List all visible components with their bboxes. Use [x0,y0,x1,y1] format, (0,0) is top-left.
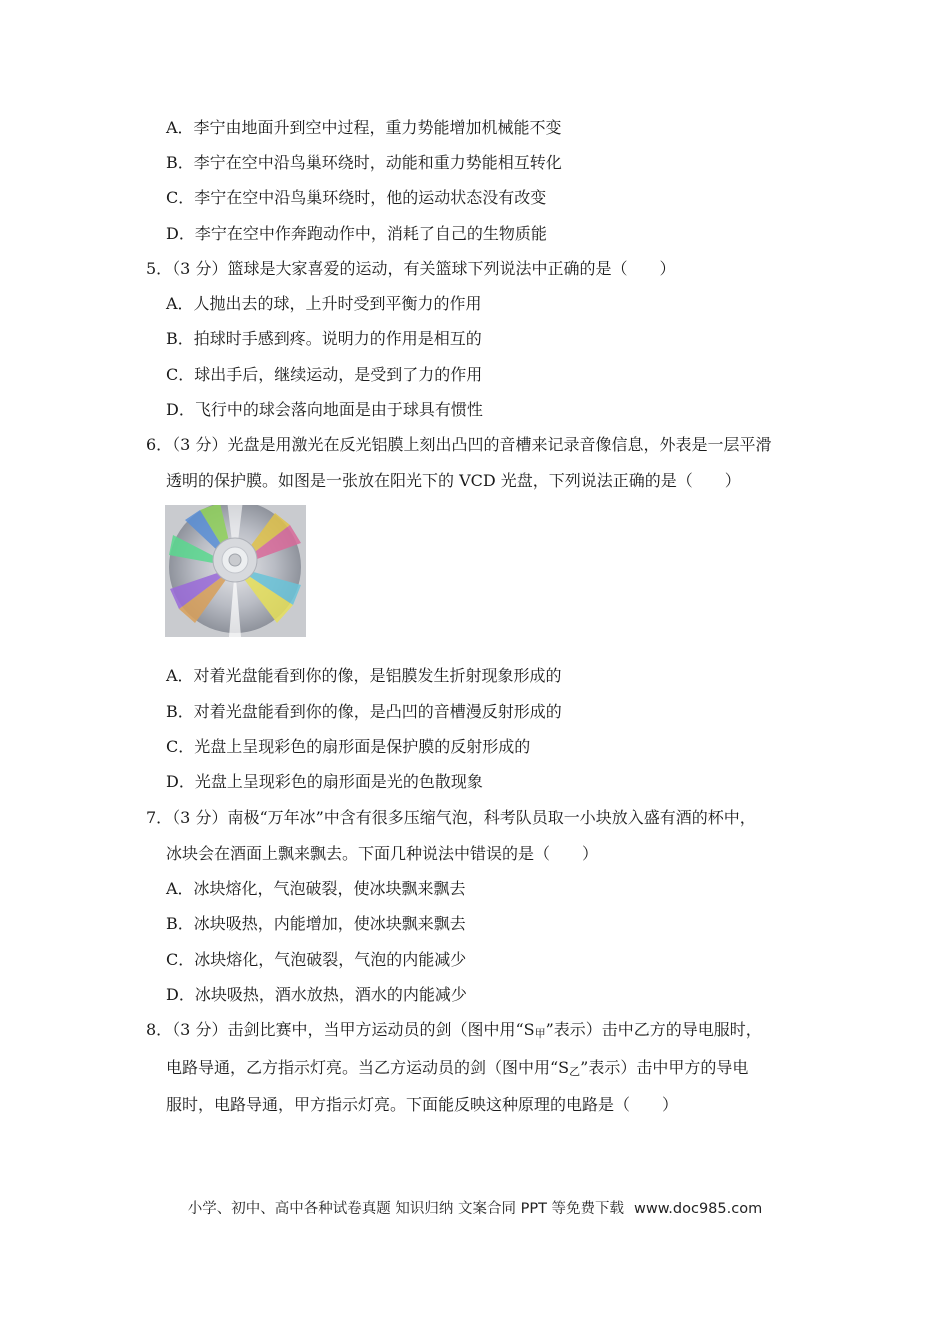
q6-option-d: D．光盘上呈现彩色的扇形面是光的色散现象 [166,772,483,791]
q6-stem-line2: 透明的保护膜。如图是一张放在阳光下的 VCD 光盘，下列说法正确的是（ ） [166,471,741,490]
q5-option-d: D．飞行中的球会落向地面是由于球具有惯性 [166,400,483,419]
footer-text: 小学、初中、高中各种试卷真题 知识归纳 文案合同 PPT 等免费下载 [187,1201,625,1217]
q5-option-a: A．人抛出去的球，上升时受到平衡力的作用 [166,294,482,313]
q8-line1-subscript: 甲 [534,1027,546,1040]
q8-line1-part1: 8．（3 分）击剑比赛中，当甲方运动员的剑（图中用“S [146,1020,535,1039]
q7-option-b: B．冰块吸热，内能增加，使冰块飘来飘去 [166,914,466,933]
q7-stem-line2: 冰块会在酒面上飘来飘去。下面几种说法中错误的是（ ） [166,844,599,863]
q5-option-c: C．球出手后，继续运动，是受到了力的作用 [166,365,483,384]
q8-line2-part1: 电路导通，乙方指示灯亮。当乙方运动员的剑（图中用“S [166,1058,570,1077]
q8-line1-part2: ”表示）击中乙方的导电服时， [545,1020,762,1039]
footer-url[interactable]: www.doc985.com [634,1201,763,1217]
q4-option-a: A．李宁由地面升到空中过程，重力势能增加机械能不变 [166,118,562,137]
q6-option-a: A．对着光盘能看到你的像，是铝膜发生折射现象形成的 [166,666,562,685]
q7-option-c: C．冰块熔化，气泡破裂，气泡的内能减少 [166,950,467,969]
q8-stem-line2 [166,1058,748,1082]
q6-option-c: C．光盘上呈现彩色的扇形面是保护膜的反射形成的 [166,737,531,756]
q5-stem: 5．（3 分）篮球是大家喜爱的运动，有关篮球下列说法中正确的是（ ） [146,259,676,278]
q4-option-d: D．李宁在空中作奔跑动作中，消耗了自己的生物质能 [166,224,547,243]
q8-line2-part2: ”表示）击中甲方的导电 [580,1058,749,1077]
cd-disc-image [165,505,306,637]
q8-line2-subscript: 乙 [569,1065,581,1078]
q8-stem-line3: 服时，电路导通，甲方指示灯亮。下面能反映这种原理的电路是（ ） [166,1095,679,1114]
q7-stem-line1: 7．（3 分）南极“万年冰”中含有很多压缩气泡，科考队员取一小块放入盛有酒的杯中， [146,808,756,827]
q4-option-b: B．李宁在空中沿鸟巢环绕时，动能和重力势能相互转化 [166,153,562,172]
q7-option-a: A．冰块熔化，气泡破裂，使冰块飘来飘去 [166,879,466,898]
q8-stem-line1 [146,1020,762,1044]
q5-option-b: B．拍球时手感到疼。说明力的作用是相互的 [166,329,482,348]
q6-option-b: B．对着光盘能看到你的像，是凸凹的音槽漫反射形成的 [166,702,562,721]
q7-option-d: D．冰块吸热，酒水放热，酒水的内能减少 [166,985,467,1004]
q6-stem-line1: 6．（3 分）光盘是用激光在反光铝膜上刻出凸凹的音槽来记录音像信息，外表是一层平滑 [146,435,772,454]
q4-option-c: C．李宁在空中沿鸟巢环绕时，他的运动状态没有改变 [166,188,547,207]
page-footer [0,1197,950,1218]
